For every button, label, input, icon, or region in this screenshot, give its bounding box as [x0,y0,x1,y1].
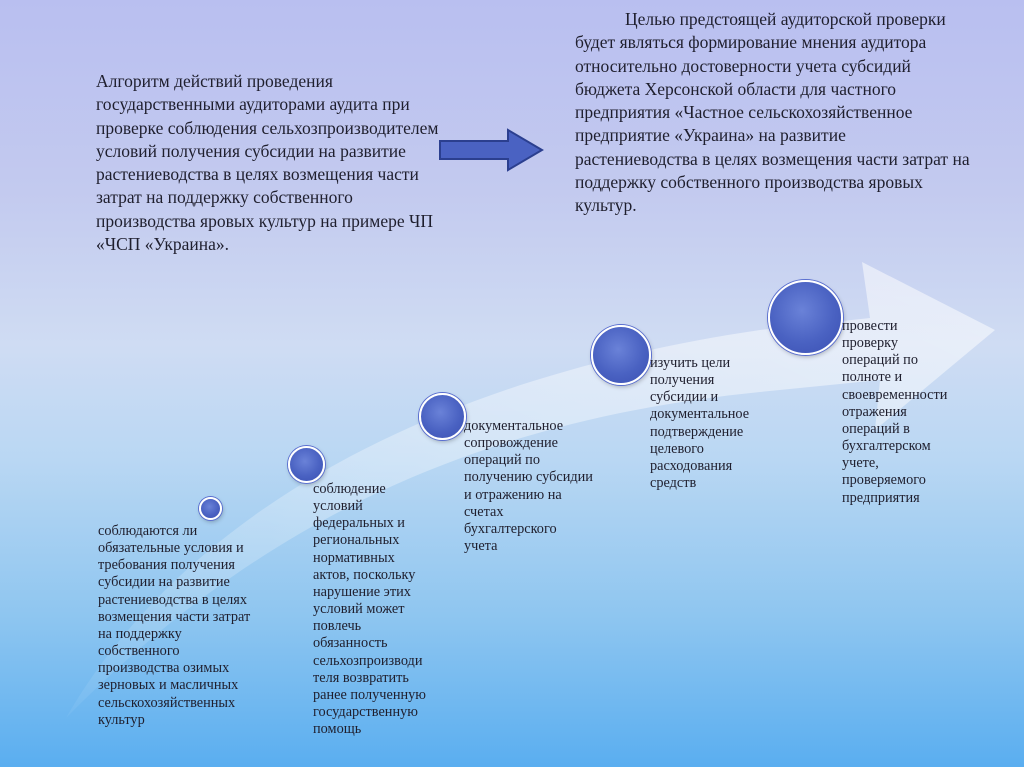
step-3-text: документальное сопровождение операций по получению субсидии и отражению на счетах бухгалтерского учета [464,418,593,555]
step-1-text: соблюдаются ли обязательные условия и требования получения субсидии на развитие растениеводства в целях возмещения части затрат на поддержку собственного производства озимых зерновых и масличных сельскохозяйственных культур [98,523,251,728]
step-3-circle [419,393,466,440]
step-2-circle [288,446,325,483]
right-arrow-icon [438,128,546,172]
intro-paragraph: Алгоритм действий проведения государственными аудиторами аудита при проверке соблюдения сельхозпроизводителем условий получения субсидии на развитие растениеводства в целях возмещения части затрат на поддержку собственного производства яровых культур на примере ЧП «ЧСП «Украина». [96,71,439,254]
step-1-circle [199,497,222,520]
step-5-text: провести проверку операций по полноте и своевременности отражения операций в бухгалтерском учете, проверяемого предприятия [842,318,948,506]
step-5-circle [768,280,843,355]
goal-paragraph: Целью предстоящей аудиторской проверки будет являться формирование мнения аудитора относительно достоверности учета субсидий бюджета Херсонской области для частного предприятия «Частное сельскохозяйственное предприятие «Украина» на развитие растениеводства в целях возмещения части затрат на поддержку собственного производства яровых культур. [575,9,970,216]
step-2-text: соблюдение условий федеральных и региональных нормативных актов, поскольку нарушение этих условий может повлечь обязанность сельхозпроизводи теля возвратить ранее полученную государственную помощь [313,481,426,738]
step-4-text: изучить цели получения субсидии и документальное подтверждение целевого расходования средств [650,355,750,492]
step-4-circle [591,325,651,385]
